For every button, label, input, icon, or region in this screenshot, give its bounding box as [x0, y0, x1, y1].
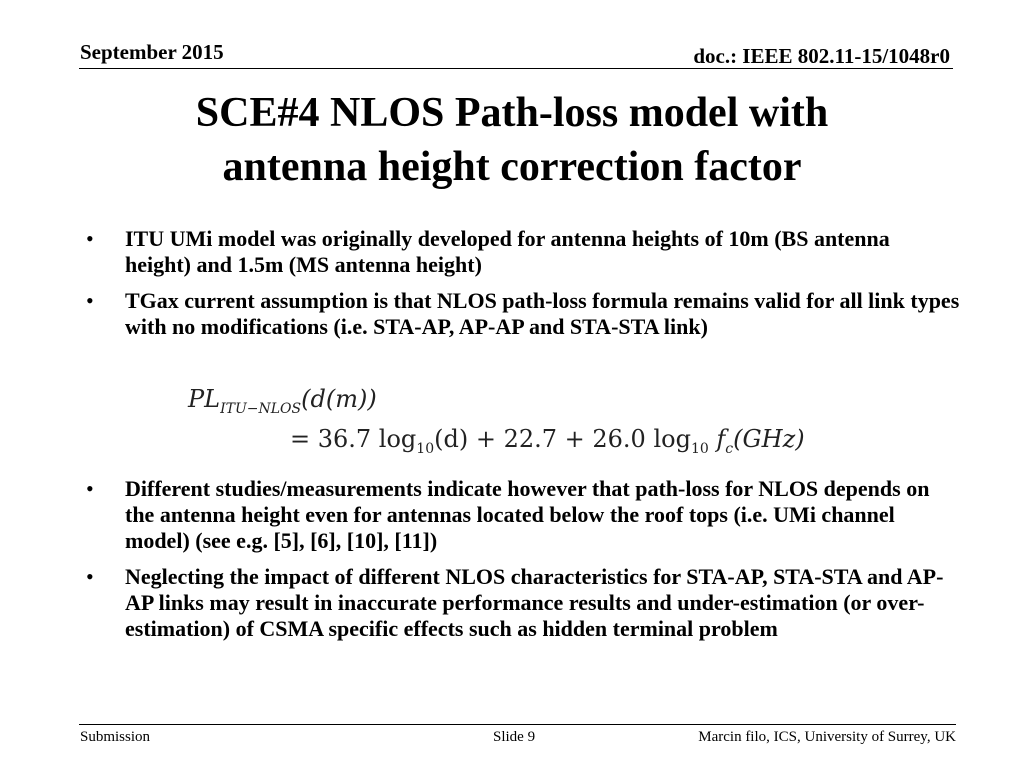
- footer-submission: Submission: [80, 729, 151, 745]
- header-date: September 2015: [80, 40, 224, 64]
- footer-author: Marcin filo, ICS, University of Surrey, UK: [698, 729, 956, 745]
- footer-slide-number: Slide 9: [493, 729, 536, 745]
- slide-title-line-1: SCE#4 NLOS Path-loss model with: [195, 90, 829, 136]
- bullet-text: Different studies/measurements indicate however that path-loss for NLOS depends on the antenna height even for antennas located below the roof tops (i.e. UMi channel model) (see e.g. [5], [6], [10], [11]): [125, 476, 930, 553]
- formula-rhs-sub-2: 10: [690, 441, 709, 457]
- bullet-list-top: [80, 226, 960, 350]
- formula-rhs-part-1: = 36.7 log: [290, 425, 417, 453]
- formula-rhs-part-2: (d) + 22.7 + 26.0 log: [434, 425, 691, 453]
- bullet-dot: •: [86, 564, 94, 589]
- bullet-item: [80, 288, 960, 340]
- formula-rhs-sub-3: c: [725, 441, 734, 457]
- bullet-text: TGax current assumption is that NLOS path-loss formula remains valid for all link types with no modifications (i.e. STA-AP, AP-AP and STA-STA link): [125, 288, 960, 339]
- footer-divider: [79, 724, 956, 725]
- header-divider: [79, 68, 953, 69]
- bullet-item: [80, 476, 960, 554]
- formula-pl: PL: [188, 385, 221, 413]
- formula-rhs-sub-1: 10: [416, 441, 435, 457]
- bullet-text: Neglecting the impact of different NLOS characteristics for STA-AP, STA-STA and AP-AP links may result in inaccurate performance results and under-estimation (or over-estimation) of CSMA specific effects such as hidden terminal problem: [125, 564, 944, 641]
- path-loss-formula: [188, 385, 868, 465]
- bullet-list-bottom: [80, 476, 960, 652]
- slide-title: [80, 86, 944, 194]
- formula-pl-subscript: ITU−NLOS: [220, 401, 302, 417]
- bullet-text: ITU UMi model was originally developed for antenna heights of 10m (BS antenna height) and 1.5m (MS antenna height): [125, 226, 890, 277]
- formula-rhs-part-3: f: [708, 425, 726, 453]
- formula-lhs: [188, 385, 377, 417]
- bullet-item: [80, 564, 960, 642]
- formula-rhs-part-4: (GHz): [733, 425, 805, 453]
- formula-argument: (d(m)): [301, 385, 377, 413]
- formula-rhs: [290, 425, 805, 457]
- bullet-item: [80, 226, 960, 278]
- header-doc-id: doc.: IEEE 802.11-15/1048r0: [693, 44, 950, 68]
- bullet-dot: •: [86, 226, 94, 251]
- bullet-dot: •: [86, 288, 94, 313]
- bullet-dot: •: [86, 476, 94, 501]
- slide-title-line-2: antenna height correction factor: [222, 144, 802, 190]
